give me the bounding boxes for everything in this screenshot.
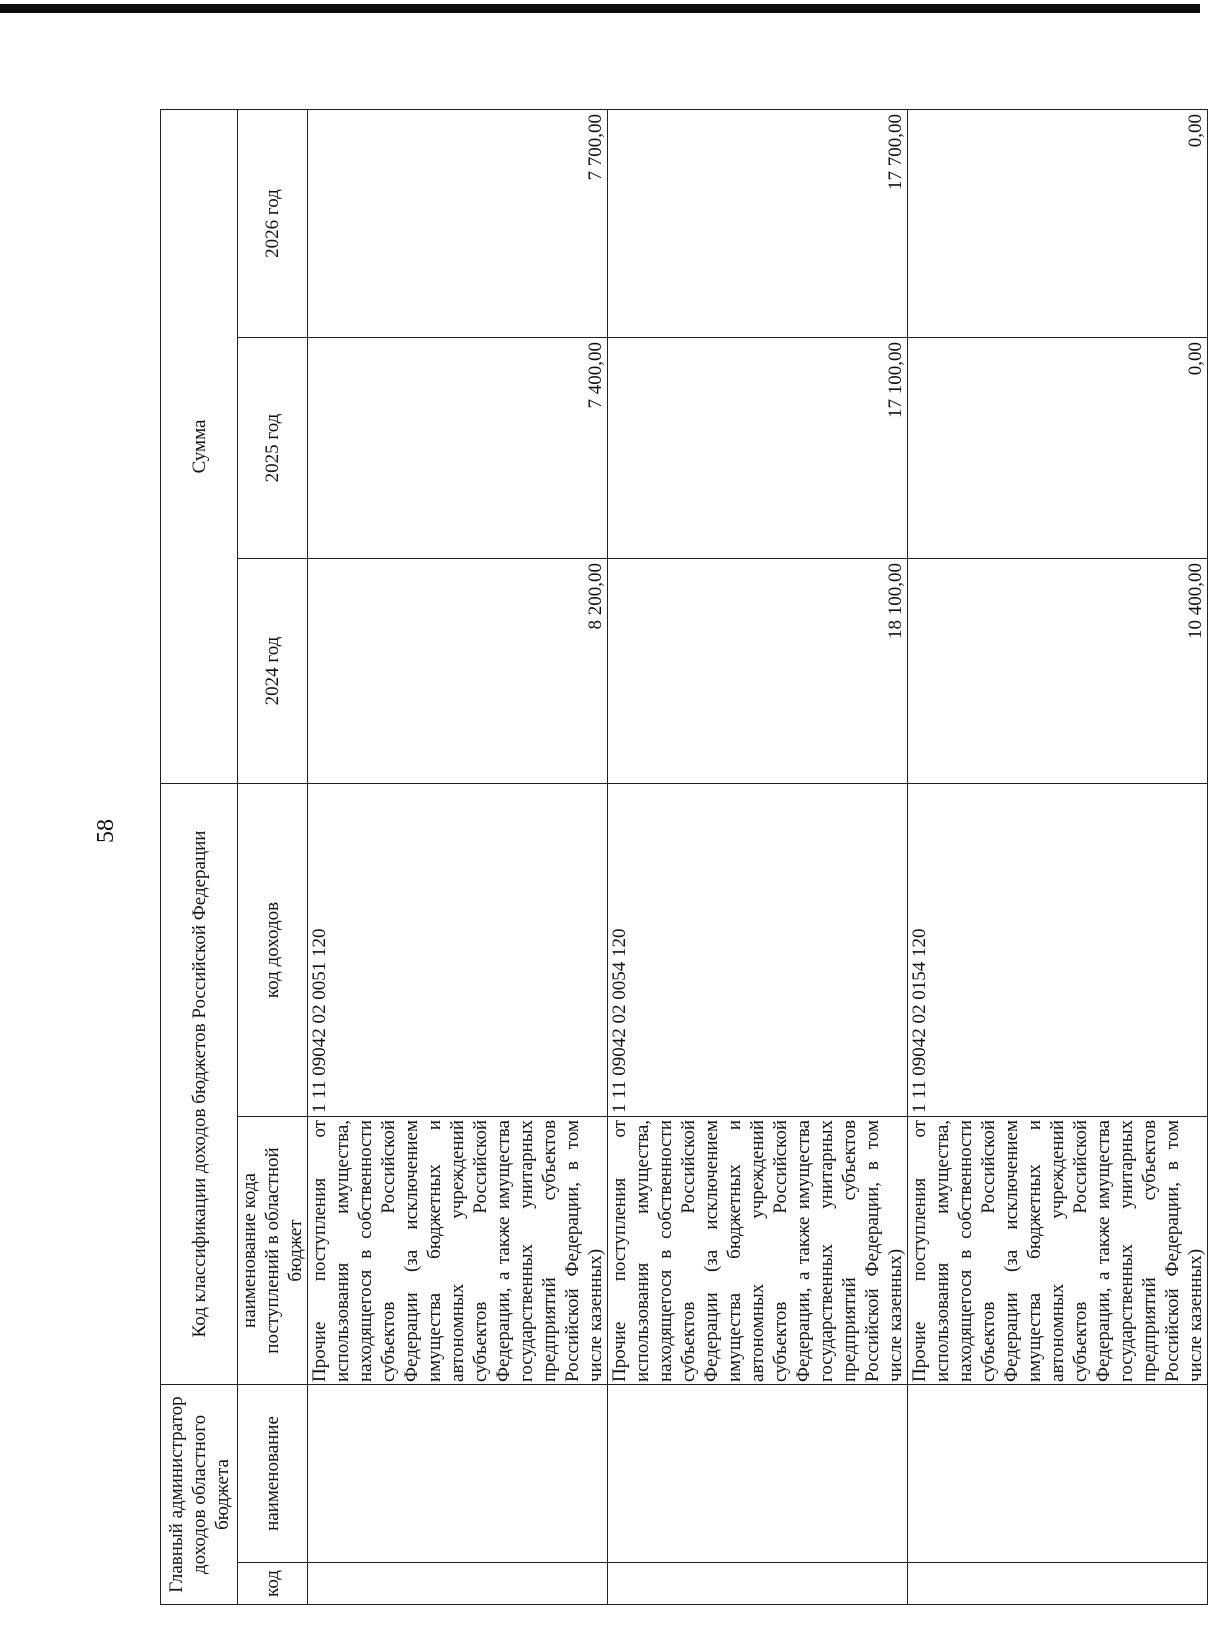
income-code-cell: 1 11 09042 02 0051 120 — [308, 784, 608, 1117]
admin-name-cell — [308, 1385, 608, 1563]
table-row — [908, 109, 1208, 1604]
amount-2026-cell: 7 700,00 — [308, 109, 608, 337]
income-name-cell: Прочие поступления от использования имущества, находящегося в собственности субъектов Российской Федерации (за исключением имущества бюджетных и автономных учреждений субъектов Российской Федерации, а также имущества государственных унитарных предприятий субъектов Российской Федерации, в том числе казенных) — [308, 1117, 608, 1385]
sum-group-header: Сумма — [161, 109, 238, 783]
amount-2025-cell: 17 100,00 — [608, 338, 908, 559]
scan-edge-bar — [0, 4, 1200, 13]
admin-code-cell — [608, 1563, 908, 1605]
rotated-table-wrapper — [160, 110, 1206, 1605]
income-name-header: наименование кода поступлений в областной бюджет — [238, 1117, 308, 1385]
income-code-cell: 1 11 09042 02 0154 120 — [908, 784, 1208, 1117]
amount-2024-cell: 8 200,00 — [308, 559, 608, 784]
income-code-cell: 1 11 09042 02 0054 120 — [608, 784, 908, 1117]
income-name-cell: Прочие поступления от использования имущества, находящегося в собственности субъектов Российской Федерации (за исключением имущества бюджетных и автономных учреждений субъектов Российской Федерации, а также имущества государственных унитарных предприятий субъектов Российской Федерации, в том числе казенных) — [908, 1117, 1208, 1385]
amount-2025-cell: 7 400,00 — [308, 338, 608, 559]
table-row — [608, 109, 908, 1604]
admin-name-cell — [908, 1385, 1208, 1563]
amount-2024-cell: 18 100,00 — [608, 559, 908, 784]
header-row-1 — [161, 109, 238, 1604]
admin-group-header: Главный администратор доходов областного бюджета — [161, 1385, 238, 1605]
admin-code-cell — [308, 1563, 608, 1605]
year-header-2026: 2026 год — [238, 109, 308, 337]
amount-2025-cell: 0,00 — [908, 338, 1208, 559]
classification-group-header: Код классификации доходов бюджетов Российской Федерации — [161, 784, 238, 1385]
page-number: 58 — [93, 819, 119, 843]
amount-2024-cell: 10 400,00 — [908, 559, 1208, 784]
admin-name-header: наименование — [238, 1385, 308, 1563]
header-row-2 — [238, 109, 308, 1604]
amount-2026-cell: 0,00 — [908, 109, 1208, 337]
admin-code-cell — [908, 1563, 1208, 1605]
amount-2026-cell: 17 700,00 — [608, 109, 908, 337]
income-table — [160, 109, 1208, 1605]
income-name-cell: Прочие поступления от использования имущества, находящегося в собственности субъектов Российской Федерации (за исключением имущества бюджетных и автономных учреждений субъектов Российской Федерации, а также имущества государственных унитарных предприятий субъектов Российской Федерации, в том числе казенных) — [608, 1117, 908, 1385]
year-header-2025: 2025 год — [238, 338, 308, 559]
income-code-header: код доходов — [238, 784, 308, 1117]
year-header-2024: 2024 год — [238, 559, 308, 784]
admin-code-header: код — [238, 1563, 308, 1605]
table-row — [308, 109, 608, 1604]
admin-name-cell — [608, 1385, 908, 1563]
